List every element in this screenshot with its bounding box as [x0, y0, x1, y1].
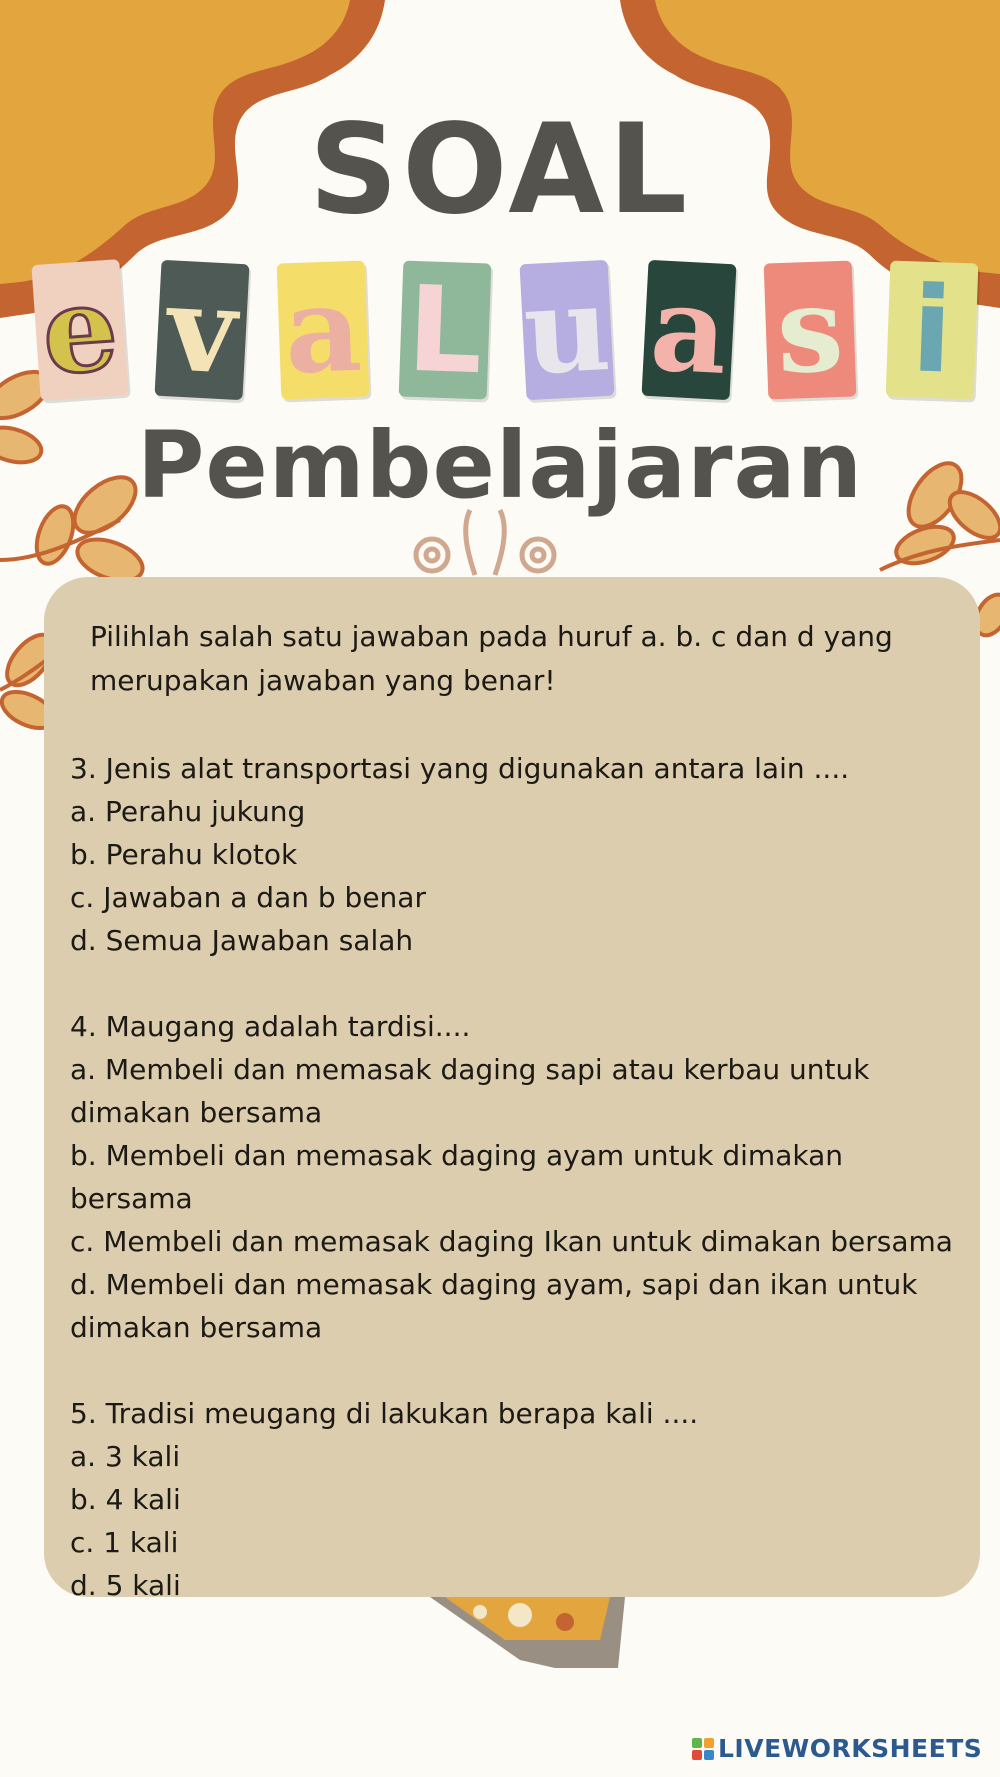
option-c[interactable]: c. 1 kali	[70, 1526, 179, 1559]
question-4	[70, 1005, 960, 1349]
liveworksheets-brand[interactable]	[692, 1734, 982, 1763]
title-letter: u	[520, 257, 614, 402]
question-text: 3. Jenis alat transportasi yang digunakan antara lain ....	[70, 752, 850, 785]
brand-text: LIVEWORKSHEETS	[718, 1734, 983, 1763]
option-a[interactable]: a. Perahu jukung	[70, 795, 306, 828]
title-letter: a	[277, 261, 370, 400]
liveworksheets-logo-icon	[692, 1738, 714, 1760]
ornament-decoration	[416, 510, 554, 575]
title-evaluasi	[36, 255, 976, 405]
title-letter: s	[764, 261, 857, 400]
question-card	[44, 577, 980, 1602]
option-a[interactable]: a. Membeli dan memasak daging sapi atau kerbau untuk dimakan bersama	[70, 1053, 870, 1129]
option-d[interactable]: d. 5 kali	[70, 1569, 181, 1602]
title-letter: e	[31, 259, 128, 401]
option-a[interactable]: a. 3 kali	[70, 1440, 181, 1473]
instruction-text: Pilihlah salah satu jawaban pada huruf a. b. c dan d yang merupakan jawaban yang benar!	[90, 620, 893, 697]
question-5	[70, 1392, 960, 1607]
title-letter: a	[641, 260, 736, 400]
question-list	[70, 747, 960, 1650]
option-d[interactable]: d. Semua Jawaban salah	[70, 924, 414, 957]
option-b[interactable]: b. Membeli dan memasak daging ayam untuk dimakan bersama	[70, 1139, 843, 1215]
title-pembelajaran: Pembelajaran	[136, 412, 864, 519]
option-b[interactable]: b. 4 kali	[70, 1483, 181, 1516]
question-3	[70, 747, 960, 962]
title-soal: SOAL	[308, 98, 692, 242]
option-c[interactable]: c. Membeli dan memasak daging Ikan untuk dimakan bersama	[70, 1225, 953, 1258]
option-b[interactable]: b. Perahu klotok	[70, 838, 298, 871]
title-letter: L	[399, 261, 492, 400]
option-d[interactable]: d. Membeli dan memasak daging ayam, sapi dan ikan untuk dimakan bersama	[70, 1268, 918, 1344]
question-text: 5. Tradisi meugang di lakukan berapa kali ....	[70, 1397, 699, 1430]
option-c[interactable]: c. Jawaban a dan b benar	[70, 881, 426, 914]
title-letter: i	[886, 261, 979, 400]
question-text: 4. Maugang adalah tardisi....	[70, 1010, 471, 1043]
title-letter: v	[154, 260, 249, 400]
